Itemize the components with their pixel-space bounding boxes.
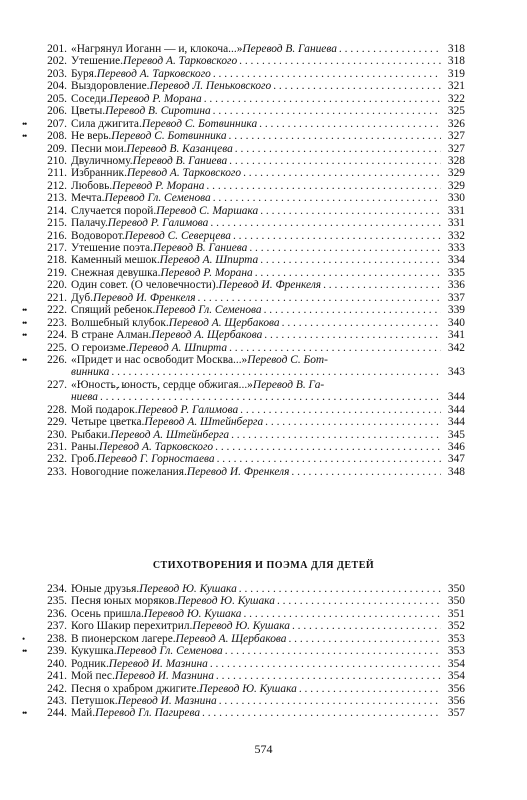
entry-number: 237. [47, 620, 67, 633]
entry-page: 347 [447, 453, 465, 466]
entry-page: 353 [447, 645, 465, 658]
entry-page: 328 [447, 154, 465, 167]
entry-page: 353 [447, 632, 465, 645]
entry-translator: Перевод И. Мазнина [114, 670, 214, 683]
dot-leader [292, 620, 441, 632]
entry-number: 208. [47, 130, 67, 143]
toc-entry [40, 192, 465, 204]
entry-title: Волшебный клубок. [71, 316, 169, 329]
entry-number: 231. [47, 441, 67, 453]
entry-number: 232. [47, 453, 67, 466]
entry-translator: Перевод А. Щербакова [168, 316, 280, 329]
toc-entry [40, 93, 465, 105]
toc-entry [22, 304, 465, 317]
entry-number: 202. [47, 55, 67, 68]
dot-leader [231, 429, 441, 441]
entry-page: 327 [447, 130, 465, 143]
entry-page: 331 [447, 204, 465, 217]
toc-entry [22, 316, 465, 329]
entry-number: 242. [47, 682, 67, 695]
entry-page: 352 [447, 620, 465, 633]
entry-number: 214. [47, 204, 67, 217]
entry-page: 337 [447, 291, 465, 304]
entry-line [40, 366, 465, 378]
entry-translator: Перевод И. Мазнина [117, 694, 217, 707]
entry-number: 221. [47, 291, 67, 304]
toc-entry [40, 68, 465, 80]
entry-number: 233. [47, 465, 67, 478]
toc-entry [22, 353, 465, 379]
marker-dots: •• [22, 646, 27, 657]
entry-translator: Перевод А. Штейнберга [144, 416, 264, 429]
toc-entry [40, 242, 465, 254]
toc-entry [40, 441, 465, 453]
toc-entry [40, 658, 465, 670]
entry-title: Цветы. [71, 105, 106, 118]
entry-number: 205. [47, 92, 67, 105]
entry-number: 229. [47, 416, 67, 429]
dot-leader [229, 155, 441, 167]
entry-number: 209. [47, 142, 67, 155]
marker-dots: •• [22, 131, 27, 142]
toc-entry [40, 155, 465, 167]
entry-title: Кого Шакир перехитрил. [71, 620, 193, 633]
dot-leader [243, 608, 441, 620]
entry-title: Кукушка. [71, 645, 117, 658]
entry-title: Один совет. (О человечности). [71, 279, 219, 292]
toc-entry [40, 279, 465, 291]
entry-page: 325 [447, 105, 465, 118]
dot-leader [225, 645, 441, 657]
toc-entry [40, 292, 465, 304]
entry-title: Май. [71, 707, 96, 720]
entry-translator: Перевод Р. Галимова [137, 403, 239, 416]
entry-translator: Перевод А. Щербакова [151, 329, 263, 342]
entry-number: 206. [47, 105, 67, 118]
entry-translator: Перевод С. Ботвинника [111, 130, 227, 143]
entry-translator: Перевод Ю. Кушака [143, 607, 242, 620]
entry-translator: Перевод В. Ганиева [152, 242, 248, 254]
entry-translator: Перевод С. Ботвинника [141, 117, 258, 130]
dot-leader [264, 304, 441, 316]
entry-number: 227. [47, 378, 67, 391]
dot-leader [260, 205, 441, 217]
dot-leader [277, 595, 441, 607]
entry-number: 218. [47, 254, 67, 267]
entry-page: 341 [447, 329, 465, 342]
entry-page: 336 [447, 279, 465, 292]
dot-leader [239, 583, 441, 595]
toc-entry [40, 217, 465, 229]
entry-title: Мой пес. [71, 670, 115, 683]
entry-number: 234. [47, 583, 67, 595]
page-number: 574 [254, 742, 273, 756]
entry-page: 356 [447, 694, 465, 707]
toc-entry [40, 267, 465, 279]
toc-entry [40, 105, 465, 117]
entry-page: 350 [447, 583, 465, 595]
dot-leader [249, 242, 441, 254]
entry-page: 344 [447, 403, 465, 416]
entry-page: 346 [447, 441, 465, 453]
entry-title: Рыбаки. [71, 428, 111, 441]
entry-translator: Перевод А. Щербакова [175, 632, 287, 645]
entry-page: 327 [447, 142, 465, 155]
toc-entry [22, 117, 465, 130]
entry-translator: Перевод А. Штейнберга [110, 428, 230, 441]
entry-translator: Перевод Гл. Семенова [155, 304, 262, 317]
entry-translator: Перевод И. Мазнина [108, 657, 208, 670]
entry-page: 354 [447, 670, 465, 683]
toc-entry [40, 620, 465, 632]
dot-leader [210, 217, 441, 229]
dot-leader [206, 180, 441, 192]
entry-number: 230. [47, 428, 67, 441]
entry-page: 350 [447, 595, 465, 608]
entry-page: 348 [447, 465, 465, 478]
toc-entry [40, 342, 465, 354]
dot-leader [198, 292, 441, 304]
entry-number: 228. [47, 403, 67, 416]
entry-page: 339 [447, 304, 465, 317]
entry-translator: Перевод Г. Горностаева [96, 453, 215, 466]
entry-number: 212. [47, 179, 67, 192]
entry-translator: Перевод В. Ганиева [132, 154, 228, 167]
marker-dots: •• [22, 305, 27, 316]
toc-entry [22, 632, 465, 645]
dot-leader [288, 633, 441, 645]
entry-line [40, 379, 465, 391]
entry-page: 326 [447, 117, 465, 130]
toc-entry [40, 453, 465, 465]
entry-page: 357 [447, 707, 465, 720]
entry-number: 239. [47, 645, 67, 658]
dot-leader [273, 80, 441, 92]
dot-leader [204, 93, 441, 105]
entry-title: Петушок. [71, 694, 118, 707]
entry-number: 215. [47, 217, 67, 230]
toc-entry [40, 205, 465, 217]
entry-translator: Перевод А. Тарковского [99, 441, 214, 453]
marker-dots: •• [22, 708, 27, 719]
entry-page: 318 [447, 55, 465, 68]
entry-title: Буря. [71, 67, 97, 80]
entry-title: Двуличному. [71, 154, 133, 167]
toc-entry [40, 379, 465, 404]
toc-entry [40, 55, 465, 67]
toc-entry [40, 416, 465, 428]
entry-line [40, 354, 465, 366]
dot-leader [291, 466, 441, 478]
entry-page: 333 [447, 242, 465, 254]
toc-entry [40, 466, 465, 478]
entry-number: 243. [47, 694, 67, 707]
dot-leader [213, 105, 441, 117]
marker-dots: • [22, 633, 25, 644]
entry-page: 343 [447, 366, 465, 379]
entry-page: 345 [447, 428, 465, 441]
dot-leader [265, 416, 441, 428]
entry-page: 342 [447, 341, 465, 354]
toc-entry [22, 329, 465, 342]
entry-number: 240. [47, 657, 67, 670]
dot-leader [264, 329, 441, 341]
dot-leader [240, 404, 441, 416]
dot-leader [235, 143, 441, 155]
entry-number: 226. [47, 353, 67, 366]
entry-translator: Перевод С. Маршака [156, 204, 259, 217]
marker-dots: •• [22, 118, 27, 129]
entry-page: 329 [447, 167, 465, 180]
entry-number: 201. [47, 43, 67, 55]
entry-number: 217. [47, 242, 67, 254]
entry-page: 351 [447, 607, 465, 620]
entry-translator: Перевод В. Сиротина [105, 105, 211, 118]
entry-number: 236. [47, 607, 67, 620]
entry-title: Четыре цветка. [71, 416, 145, 429]
entry-title: Выздоровление. [71, 80, 150, 93]
entry-number: 244. [47, 707, 67, 720]
contents-list-children [22, 583, 465, 720]
entry-number: 210. [47, 154, 67, 167]
entry-title: Каменный мешок. [71, 254, 160, 267]
entry-number: 207. [47, 117, 67, 130]
entry-title: Песни мои. [71, 142, 127, 155]
dot-leader [216, 670, 441, 682]
entry-title: Водоворот. [71, 229, 125, 242]
entry-page: 329 [447, 179, 465, 192]
entry-number: 213. [47, 192, 67, 205]
entry-translator: Перевод С. Бот- [247, 353, 328, 366]
dot-leader [243, 167, 441, 179]
dot-leader [323, 279, 441, 291]
entry-translator: Перевод Р. Морана [109, 92, 202, 105]
entry-page: 319 [447, 67, 465, 80]
entry-translator: Перевод Р. Морана [160, 266, 253, 279]
entry-title: Раны. [71, 441, 99, 453]
entry-translator: Перевод Ю. Кушака [199, 682, 297, 695]
dot-leader [239, 55, 441, 67]
entry-translator: Перевод А. Шпирта [159, 254, 259, 267]
entry-page: 331 [447, 217, 465, 230]
dot-leader [229, 342, 441, 354]
entry-page: 332 [447, 229, 465, 242]
toc-entry [40, 230, 465, 242]
entry-number: 235. [47, 595, 67, 608]
toc-entry [40, 595, 465, 607]
toc-entry [22, 130, 465, 143]
entry-title: Родник. [71, 657, 109, 670]
entry-page: 344 [447, 416, 465, 429]
entry-translator: ниева [71, 391, 98, 404]
entry-title: Мечта. [71, 192, 105, 205]
toc-entry [40, 683, 465, 695]
entry-number: 220. [47, 279, 67, 292]
entry-translator: Перевод Л. Пеньковского [149, 80, 272, 93]
entry-translator: Перевод В. Ганиева [242, 43, 337, 55]
entry-title: Спящий ребенок. [71, 304, 156, 317]
toc-entry [22, 645, 465, 658]
entry-translator: Перевод И. Френкеля [186, 465, 290, 478]
entry-title: Осень пришла. [71, 607, 144, 620]
toc-entry [40, 404, 465, 416]
contents-list-poems [22, 43, 465, 478]
entry-translator: Перевод А. Тарковского [123, 55, 238, 68]
entry-title: Случается порой. [71, 204, 157, 217]
entry-number: 216. [47, 229, 67, 242]
entry-page: 322 [447, 92, 465, 105]
dot-leader [219, 695, 441, 707]
section-heading: СТИХОТВОРЕНИЯ И ПОЭМА ДЛЯ ДЕТЕЙ [152, 560, 375, 571]
entry-title: Избранник. [71, 167, 127, 180]
entry-title: Песня о храбром джигите. [71, 682, 200, 695]
entry-title: Мой подарок. [71, 403, 138, 416]
entry-page: 321 [447, 80, 465, 93]
toc-entry [40, 143, 465, 155]
entry-title: Снежная девушка. [71, 266, 161, 279]
toc-entry [40, 167, 465, 179]
entry-number: 204. [47, 80, 67, 93]
entry-translator: Перевод Ю. Кушака [177, 595, 275, 608]
entry-title: «Придет и нас освободит Москва...» [71, 353, 248, 366]
entry-page: 335 [447, 266, 465, 279]
entry-title: Утешение поэта. [71, 242, 153, 254]
dot-leader [202, 707, 441, 719]
toc-entry [22, 707, 465, 720]
entry-title: Гроб. [71, 453, 97, 466]
entry-page: 330 [447, 192, 465, 205]
entry-title: Палачу. [71, 217, 108, 230]
toc-entry [40, 429, 465, 441]
marker-dots: •• [22, 354, 27, 365]
entry-translator: Перевод А. Шпирта [128, 341, 228, 354]
dot-leader [299, 683, 441, 695]
entry-number: 211. [47, 167, 67, 180]
entry-title: В пионерском лагере. [71, 632, 176, 645]
entry-number: 224. [47, 329, 67, 342]
dot-leader [255, 267, 441, 279]
entry-translator: Перевод Гл. Семенова [116, 645, 223, 658]
entry-page: 318 [447, 43, 465, 55]
entry-number: 222. [47, 304, 67, 317]
toc-entry [40, 80, 465, 92]
entry-translator: Перевод Гл. Пагирева [95, 707, 201, 720]
entry-translator: Перевод Гл. Семенова [104, 192, 211, 205]
entry-translator: Перевод А. Тарковского [96, 67, 211, 80]
dot-leader [210, 658, 441, 670]
dot-leader [213, 192, 441, 204]
entry-title: «Юность, юность, сердце обжигая...» [71, 378, 253, 391]
entry-title: О героизме. [71, 341, 129, 354]
dot-leader [233, 230, 441, 242]
dot-leader [339, 43, 441, 55]
entry-translator: винника [71, 366, 110, 379]
entry-page: 344 [447, 391, 465, 404]
entry-number: 223. [47, 316, 67, 329]
entry-translator: Перевод Ю. Кушака [139, 583, 237, 595]
entry-title: Любовь. [71, 179, 113, 192]
toc-entry [40, 254, 465, 266]
dot-leader [215, 441, 441, 453]
toc-entry [40, 695, 465, 707]
entry-translator: Перевод И. Френкеля [92, 291, 196, 304]
entry-number: 241. [47, 670, 67, 683]
dot-leader [260, 254, 441, 266]
marker-dots: •• [22, 330, 27, 341]
entry-title: Не верь. [71, 130, 112, 143]
entry-page: 334 [447, 254, 465, 267]
dot-leader [229, 130, 441, 142]
toc-entry [40, 670, 465, 682]
entry-translator: Перевод С. Северцева [124, 229, 231, 242]
entry-title: Утешение. [71, 55, 124, 68]
entry-page: 356 [447, 682, 465, 695]
dot-leader [282, 317, 441, 329]
marker-dots: •• [22, 317, 27, 328]
entry-translator: Перевод Р. Галимова [107, 217, 209, 230]
entry-page: 354 [447, 657, 465, 670]
entry-number: 225. [47, 341, 67, 354]
dot-leader [259, 118, 441, 130]
toc-entry [40, 608, 465, 620]
toc-entry [40, 180, 465, 192]
entry-line [40, 391, 465, 403]
toc-entry [40, 583, 465, 595]
entry-number: 219. [47, 266, 67, 279]
entry-title: Новогодние пожелания. [71, 465, 187, 478]
entry-translator: Перевод Р. Морана [112, 179, 205, 192]
dot-leader [213, 68, 441, 80]
entry-number: 203. [47, 67, 67, 80]
entry-translator: Перевод И. Френкеля [218, 279, 322, 292]
entry-page: 340 [447, 316, 465, 329]
entry-title: «Нагрянул Иоганн — и, клокоча...» [71, 43, 243, 55]
entry-title: Соседи. [71, 92, 110, 105]
entry-title: Дуб. [71, 291, 93, 304]
entry-number: 238. [47, 632, 67, 645]
entry-title: Песня юных моряков. [71, 595, 178, 608]
toc-entry [40, 43, 465, 55]
entry-translator: Перевод Ю. Кушака [192, 620, 290, 633]
entry-translator: Перевод В. Га- [252, 378, 325, 391]
entry-title: Юные друзья. [71, 583, 140, 595]
entry-title: Сила джигита. [71, 117, 142, 130]
entry-title: В стране Алман. [71, 329, 152, 342]
entry-translator: Перевод В. Казанцева [126, 142, 233, 155]
dot-leader [217, 453, 441, 465]
entry-translator: Перевод А. Тарковского [126, 167, 242, 180]
